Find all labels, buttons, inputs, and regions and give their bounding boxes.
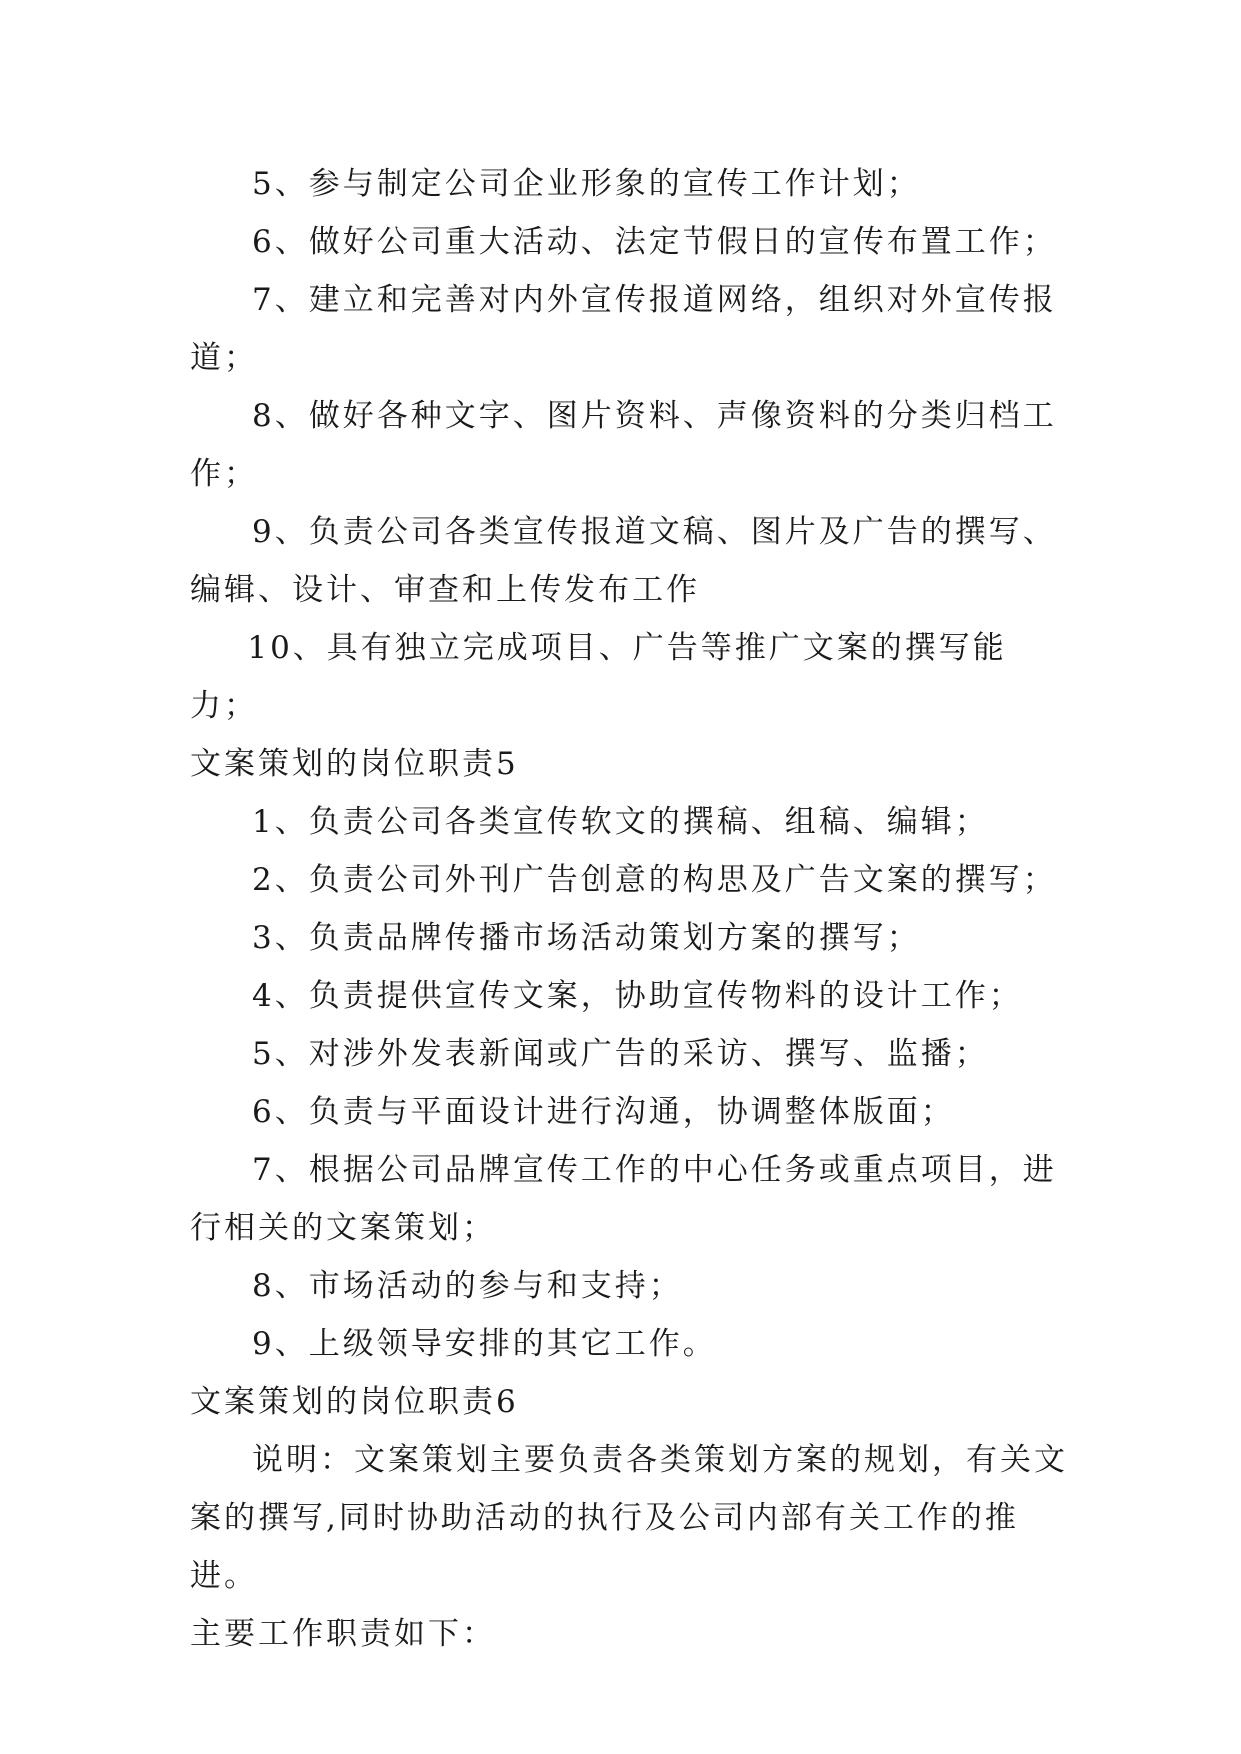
paragraph: 2、负责公司外刊广告创意的构思及广告文案的撰写；	[252, 862, 1057, 898]
paragraph: 9、负责公司各类宣传报道文稿、图片及广告的撰写、编辑、设计、审查和上传发布工作	[190, 514, 1057, 608]
paragraph: 1、负责公司各类宣传软文的撰稿、组稿、编辑；	[252, 804, 989, 840]
paragraph: 7、建立和完善对内外宣传报道网络，组织对外宣传报道；	[190, 282, 1057, 376]
paragraph: 说明：文案策划主要负责各类策划方案的规划，有关文案的撰写,同时协助活动的执行及公司内部有关工作的推进。	[190, 1442, 1068, 1594]
section-heading: 文案策划的岗位职责6	[190, 1384, 519, 1420]
paragraph: 6、负责与平面设计进行沟通，协调整体版面；	[252, 1094, 955, 1130]
paragraph: 8、做好各种文字、图片资料、声像资料的分类归档工作；	[190, 398, 1057, 492]
section-heading: 主要工作职责如下：	[190, 1616, 496, 1652]
paragraph: 6、做好公司重大活动、法定节假日的宣传布置工作；	[252, 224, 1057, 260]
paragraph: 4、负责提供宣传文案，协助宣传物料的设计工作；	[252, 978, 1023, 1014]
paragraph: 3、负责品牌传播市场活动策划方案的撰写；	[252, 920, 921, 956]
paragraph: 10、具有独立完成项目、广告等推广文案的撰写能力；	[190, 630, 1007, 724]
paragraph: 7、根据公司品牌宣传工作的中心任务或重点项目，进行相关的文案策划；	[190, 1152, 1057, 1246]
paragraph: 5、参与制定公司企业形象的宣传工作计划；	[252, 166, 921, 202]
section-heading: 文案策划的岗位职责5	[190, 746, 519, 782]
paragraph: 8、市场活动的参与和支持；	[252, 1268, 683, 1304]
paragraph: 5、对涉外发表新闻或广告的采访、撰写、监播；	[252, 1036, 989, 1072]
paragraph: 9、上级领导安排的其它工作。	[252, 1326, 717, 1362]
document-body	[190, 155, 1070, 1663]
